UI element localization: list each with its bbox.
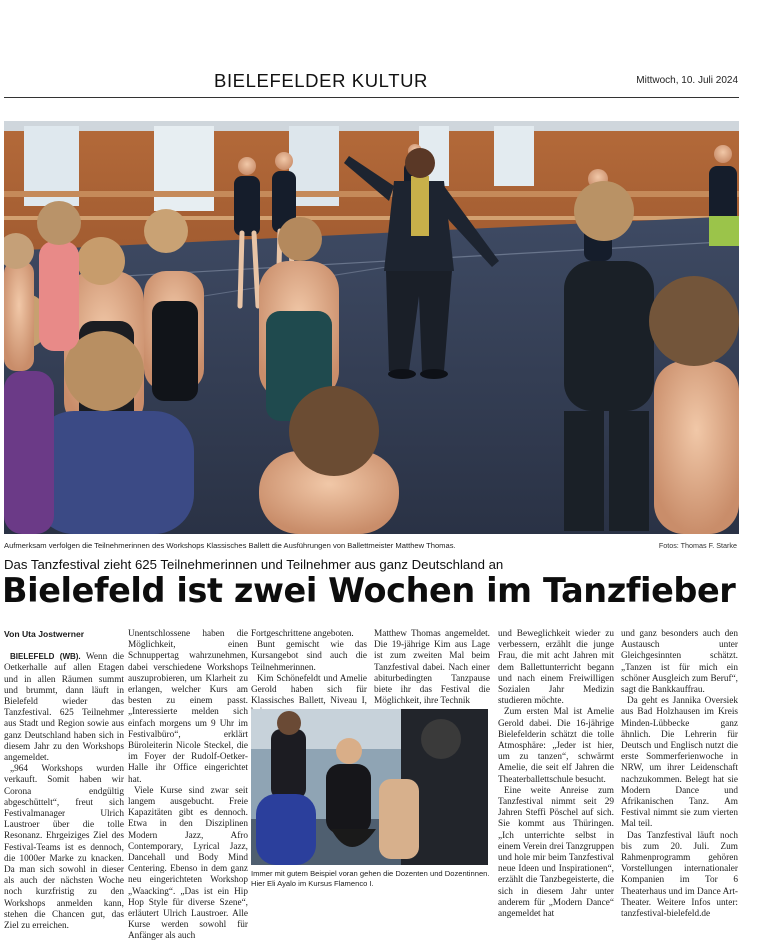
paragraph: Zum ersten Mal ist Amelie Gerold dabei. Die 16-jährige Bielefelderin schätzt die tolle Atmosphäre: „Jeder ist hier, um zu tanzen“, schwärmt Amelie, die seit elf Jahren die Theaterballettschule besucht. <box>498 707 614 785</box>
main-photo <box>4 121 739 534</box>
paragraph: Kim Schönefeldt und Amelie Gerold haben sich für Klassisches Ballett, Niveau I, <box>251 673 367 707</box>
main-photo-caption-row <box>4 541 739 553</box>
article-column-5 <box>498 629 614 920</box>
paragraph: und Beweglichkeit wieder zu verbessern, erzählt die junge Frau, die mit acht Jahren mit dem Ballettunterricht begann und nach einem Freiwilligen Sozialen Jahr Medizin studieren möchte. <box>498 629 614 707</box>
article-headline: Bielefeld ist zwei Wochen im Tanzfieber <box>2 571 736 610</box>
flamenco-photo <box>251 709 488 865</box>
article-column-4 <box>374 629 490 707</box>
dateline: BIELEFELD (WB). <box>10 652 81 662</box>
paragraph: „964 Workshops wurden verkauft. Somit haben wir Corona endgültig abgeschüttelt“, freut sich Festivalmanager Ulrich Laustroer über die tolle Resonanz. Ehrgeiziges Ziel des Festival-Teams ist es dennoch, die 1000er Marke zu knacken. Da man sich sowohl in dieser als auch der nächsten Woche noch kurzfristig zu den Workshops anmelden kann, stehen die Chancen gut, das Ziel zu erreichen. <box>4 764 124 932</box>
section-title: BIELEFELDER KULTUR <box>214 70 429 91</box>
header-rule <box>4 97 739 98</box>
byline: Von Uta Jostwerner <box>4 629 85 639</box>
paragraph: Unentschlossene haben die Möglichkeit, einen Schnuppertag wahrzunehmen, dabei verschiedene Workshops auszuprobieren, um Klarheit zu erlangen, welcher Kurs am besten zu einem passt. „Interessierte melden sich einfach morgens um 9 Uhr im Festivalbüro“, erklärt Büroleiterin Nicole Steckel, die im Foyer der Rudolf-Oetker-Halle ihr Office eingerichtet hat. <box>128 629 248 785</box>
main-photo-caption: Aufmerksam verfolgen die Teilnehmerinnen des Workshops Klassisches Ballett die Ausführungen von Ballettmeister Matthew Thomas. <box>4 541 456 550</box>
paragraph: Fortgeschrittene angeboten. <box>251 629 354 639</box>
article-column-3 <box>251 629 367 719</box>
paragraph: Das Tanzfestival läuft noch bis zum 20. Juli. Zum Rahmenprogramm gehören Vorstellungen internationaler Kompanien im Tor 6 Theaterhaus und im Dance Art-Theater. Weitere Infos unter: tanzfestival-bielefeld.de <box>621 830 738 920</box>
ballet-workshop-photo <box>4 121 739 534</box>
flamenco-photo-caption: Immer mit gutem Beispiel voran gehen die Dozenten und Dozentinnen. Hier Eli Ayalo im Kursus Flamenco I. <box>251 869 490 888</box>
article-kicker: Das Tanzfestival zieht 625 Teilnehmerinnen und Teilnehmer aus ganz Deutschland an <box>4 557 504 572</box>
paragraph-text: Wenn die Oetkerhalle auf allen Etagen und in allen Räumen summt und brummt, dann läuft in Bielefeld wieder das Tanzfestival. 625 Teilnehmer aus Stadt und Region sowie aus ganz Deutschland haben sich in diesem Jahr zu den Workshops angemeldet. <box>4 652 124 764</box>
article-column-1 <box>4 629 124 932</box>
paragraph: Da geht es Jannika Oversiek aus Bad Holzhausen im Kreis Minden-Lübbecke ganz ähnlich. Die Lehrerin für Deutsch und Englisch nutzt die erste Sommerferienwoche in NRW, um ihrer Leidenschaft nachzukommen. Belegt hat sie Modern Dance und Afrikanischen Tanz. Am Festival nimmt sie zum vierten Mal teil. <box>621 696 738 830</box>
article-column-2 <box>128 629 248 943</box>
paragraph: und ganz besonders auch den Austausch unter Gleichgesinnten schätzt. „Tanzen ist für mich ein schöner Ausgleich zum Beruf“, sagt die Bankkauffrau. <box>621 629 738 696</box>
paragraph: Matthew Thomas angemeldet. Die 19-jährige Kim aus Lage ist zum zweiten Mal beim Tanzfestival dabei. Nach einer abiturbedingten Tanzpause biete ihr das Festival die Möglichkeit, ihre Technik <box>374 629 490 707</box>
article-column-6 <box>621 629 738 920</box>
photo-credit: Fotos: Thomas F. Starke <box>658 541 737 550</box>
paragraph: Eine weite Anreise zum Tanzfestival nimmt seit 29 Jahren Steffi Pöschel auf sich. Sie kommt aus Thüringen. „Ich unterrichte selbst in einem Verein drei Tanzgruppen und hole mir beim Tanzfestival neue Ideen und Inspirationen“, erzählt die Tanzbegeisterte, die sich in diesem Jahr unter anderem für „Modern Dance“ angemeldet hat <box>498 785 614 920</box>
paragraph <box>4 651 124 764</box>
page-header <box>0 66 772 96</box>
paragraph: Viele Kurse sind zwar seit langem ausgebucht. Freie Kapazitäten gibt es dennoch. Etwa in den Disziplinen Modern Jazz, Afro Contemporary, Lyrical Jazz, Dancehall und Body Mind Centering. Ebenso in dem ganz neu eingerichteten Workshop „Waacking“. „Das ist ein Hip Hop Style für diverse Szene“, erläutert Ulrich Laustroer. Alle Kurse werden sowohl für Anfänger als auch <box>128 785 248 942</box>
paragraph: Bunt gemischt wie das Kursangebot sind auch die Teilnehmerinnen. <box>251 640 367 673</box>
flamenco-class-photo <box>251 709 488 865</box>
issue-date: Mittwoch, 10. Juli 2024 <box>636 75 738 86</box>
